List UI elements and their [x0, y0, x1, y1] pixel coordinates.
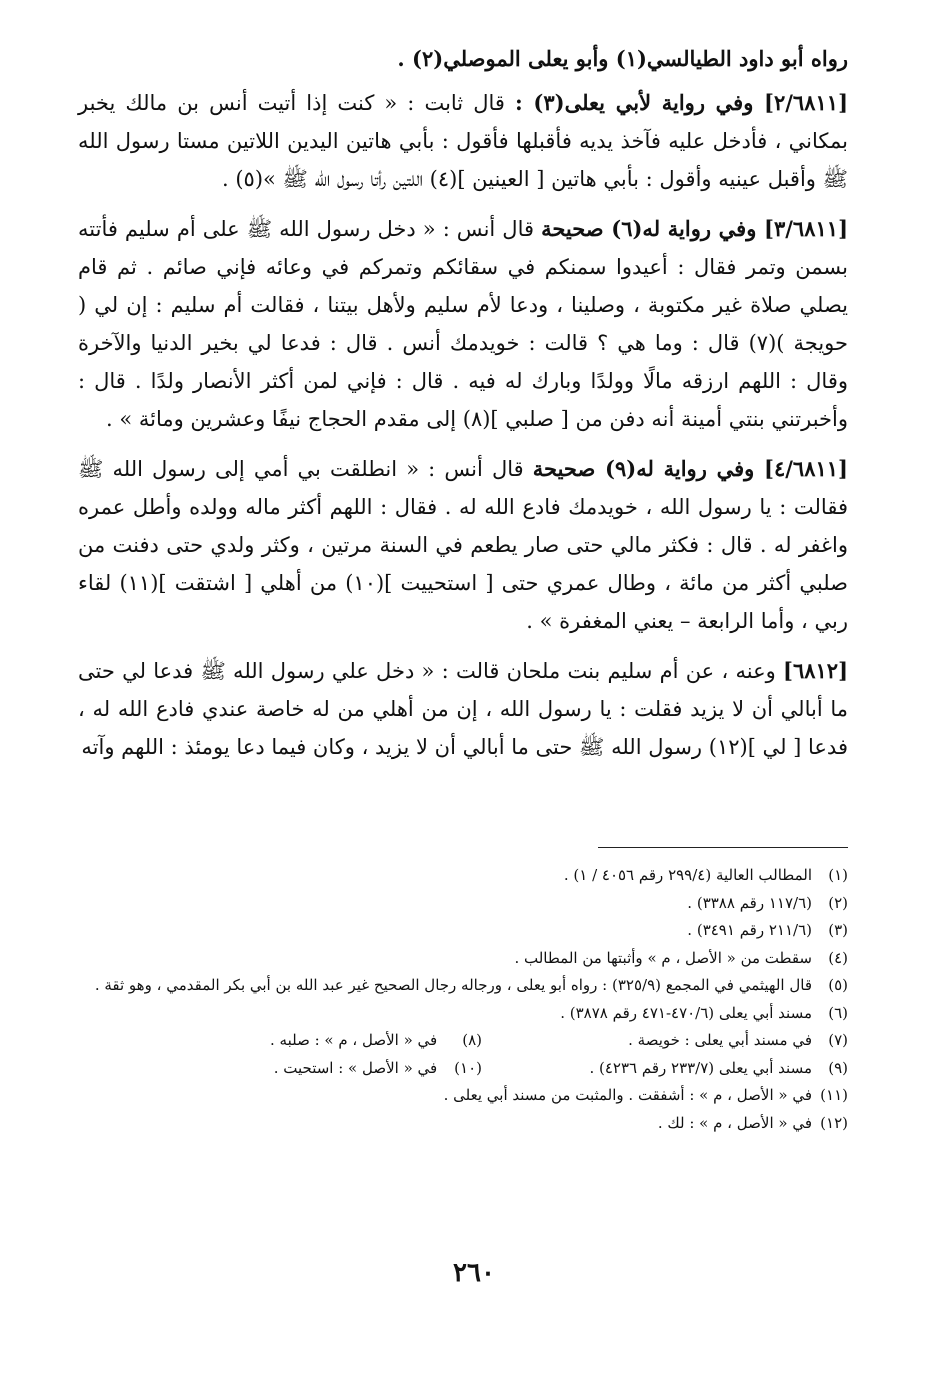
hadith-heading: [٢/٦٨١١] وفي رواية لأبي يعلى(٣) :	[514, 90, 848, 115]
footnote-text: قال الهيثمي في المجمع (٣٢٥/٩) : رواه أبو يعلى ، ورجاله رجال الصحيح غير عبد الله بن أبي بكر المقدمي ، وهو ثقة .	[94, 976, 812, 994]
hadith-body: قال أنس : « انطلقت بي أمي إلى رسول الله ﷺ فقالت : يا رسول الله ، خويدمك فادع الله له . فقال : اللهم أكثر ماله وولده وأطل عمره واغفر له . قال : فكثر مالي حتى صار يطعم في السنة مرتين ، وكثر ولدي حتى دفنت من صلبي أكثر من مائة ، وطال عمري حتى [ استحييت ](١٠) من أهلي [ اشتقت ](١١) لقاء ربي ، وأما الرابعة – يعني المغفرة » .	[78, 457, 848, 633]
footnote-number: (١٢)	[820, 1113, 848, 1132]
footnote-text: المطالب العالية (٢٩٩/٤ رقم ٤٠٥٦ / ١) .	[563, 866, 812, 884]
footnote-text: (٢١١/٦ رقم ٣٤٩١) .	[687, 921, 812, 939]
paragraph-source-note: رواه أبو داود الطيالسي(١) وأبو يعلى الموصلي(٢) .	[397, 46, 848, 71]
footnote-text: في « الأصل ، م » : أشفقت . والمثبت من مسند أبي يعلى .	[443, 1086, 812, 1104]
footnote-text: في « الأصل ، م » : لك .	[657, 1113, 812, 1132]
footnote	[78, 1082, 848, 1110]
footnote-number: (٦)	[828, 1003, 848, 1022]
footnote-text: في « الأصل ، م » : صلبه .	[270, 1031, 438, 1049]
footnote-number: (٤)	[828, 948, 848, 967]
footnote-number: (١١)	[820, 1086, 848, 1104]
footnote-pair	[78, 1055, 848, 1083]
footnote	[78, 917, 848, 945]
footnote-number: (١)	[828, 866, 848, 884]
footnote-number: (٥)	[828, 976, 848, 994]
page-number: ٢٦٠	[453, 1258, 495, 1288]
footnote	[78, 1000, 848, 1028]
footnote-text: في « الأصل » : استحيت .	[273, 1058, 438, 1077]
hadith-body: قال ثابت : « كنت إذا أتيت أنس بن مالك يخبر بمكاني ، فأدخل عليه فآخذ يديه فأقبلها فأقول : بأبي هاتين اليدين اللاتين مستا رسول الله ﷺ وأقبل عينيه وأقول : بأبي هاتين [ العينين ](٤) اللتين رأتا رسول الله ﷺ »(٥) .	[78, 91, 848, 191]
footnote	[78, 890, 848, 918]
footnote-divider	[598, 847, 848, 848]
hadith-heading: [٦٨١٢]	[783, 658, 848, 683]
hadith-6811-3	[78, 210, 848, 438]
hadith-6811-2	[78, 84, 848, 198]
footnote-text: مسند أبي يعلى (٤٧٠/٦-٤٧١ رقم ٣٨٧٨) .	[560, 1003, 812, 1022]
main-text	[78, 40, 848, 766]
hadith-6811-4	[78, 450, 848, 640]
footnote-pair	[78, 1027, 848, 1055]
hadith-6812	[78, 652, 848, 766]
footnote	[78, 1110, 848, 1138]
footnote-number: (٨)	[462, 1031, 482, 1049]
footnote-text: في مسند أبي يعلى : خويصة .	[628, 1031, 812, 1049]
footnote-number: (٧)	[828, 1031, 848, 1049]
footnote	[78, 945, 848, 973]
footnote-text: مسند أبي يعلى (٢٣٣/٧ رقم ٤٢٣٦) .	[589, 1058, 812, 1077]
footnote	[78, 862, 848, 890]
hadith-heading: [٣/٦٨١١] وفي رواية له(٦) صحيحة	[541, 216, 848, 241]
footnote-number: (١٠)	[454, 1058, 482, 1077]
hadith-body: وعنه ، عن أم سليم بنت ملحان قالت : « دخل علي رسول الله ﷺ فدعا لي حتى ما أبالي أن لا يزيد فقلت : يا رسول الله ، إن من أهلي من له خاصة عندي فادع الله له ، فدعا [ لي ](١٢) رسول الله ﷺ حتى ما أبالي أن لا يزيد ، وكان فيما دعا يومئذ : اللهم وآته	[78, 659, 848, 759]
footnote-text: (١١٧/٦ رقم ٣٣٨٨) .	[687, 893, 812, 912]
footnote-number: (٣)	[828, 921, 848, 939]
hadith-heading: [٤/٦٨١١] وفي رواية له(٩) صحيحة	[532, 456, 848, 481]
hadith-body: قال أنس : « دخل رسول الله ﷺ على أم سليم فأتته بسمن وتمر فقال : أعيدوا سمنكم في سقائكم وتمركم في وعائه فإني صائم . ثم قام يصلي صلاة غير مكتوبة ، وصلينا ، ودعا لأم سليم ولأهل بيتنا ، فقالت أم سليم : إن لي ( حويجة )(٧) قال : وما هي ؟ قالت : خويدمك أنس . قال : فدعا لي بخير الدنيا والآخرة وقال : اللهم ارزقه مالًا وولدًا وبارك له فيه . قال : فإني لمن أكثر الأنصار ولدًا . قال : وأخبرتني بنتي أمينة أنه دفن من [ صلبي ](٨) إلى مقدم الحجاج نيفًا وعشرين ومائة » .	[78, 217, 848, 431]
footnotes	[78, 862, 848, 1137]
footnote-text: سقطت من « الأصل ، م » وأثبتها من المطالب .	[514, 948, 812, 967]
footnote	[78, 972, 848, 1000]
footnote-number: (٩)	[828, 1058, 848, 1077]
footnote-number: (٢)	[828, 893, 848, 912]
